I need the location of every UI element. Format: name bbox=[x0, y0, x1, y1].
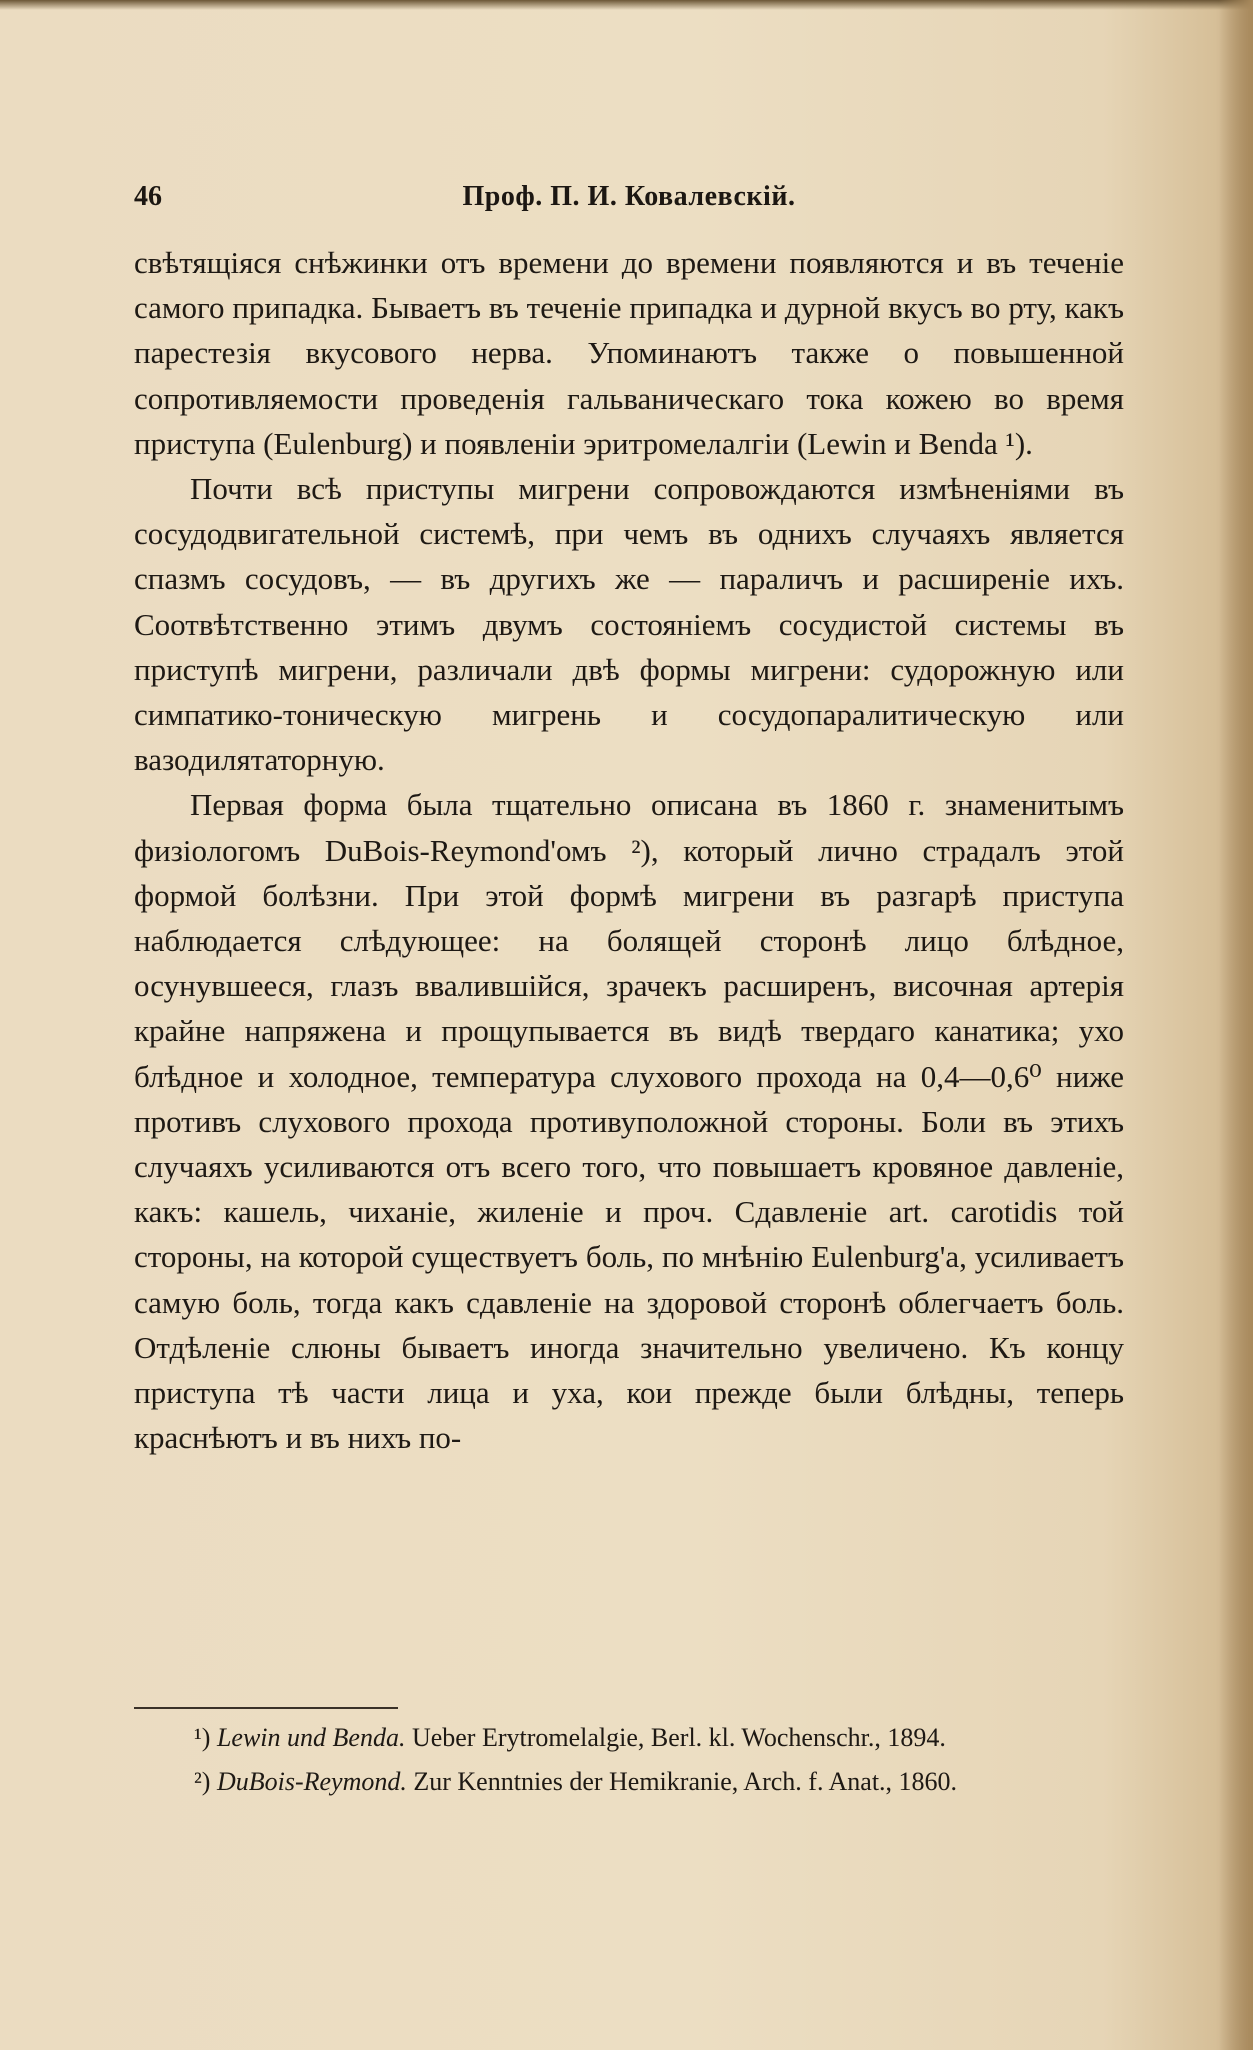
footnote bbox=[134, 1716, 1124, 1760]
page-gutter-edge bbox=[1219, 0, 1253, 2050]
footnote bbox=[134, 1760, 1124, 1804]
footnote-mark: ¹) bbox=[194, 1723, 211, 1752]
page-number: 46 bbox=[134, 181, 162, 212]
paragraph: Почти всѣ приступы мигрени сопровождаются измѣненіями въ сосудодвигательной системѣ, при чемъ въ однихъ случаяхъ является спазмъ сосудовъ, — въ другихъ же — параличъ и расширеніе ихъ. Соотвѣтственно этимъ двумъ состояніемъ сосудистой системы въ приступѣ мигрени, различали двѣ формы мигрени: судорожную или симпатико-тоническую мигрень и сосудопаралитическую или вазодилятаторную. bbox=[134, 471, 1124, 778]
paragraph: Первая форма была тщательно описана въ 1860 г. знаменитымъ физіологомъ DuBois-Reymond'омъ ²), который лично страдалъ этой формой болѣзни. При этой формѣ мигрени въ разгарѣ приступа наблюдается слѣдующее: на болящей сторонѣ лицо блѣдное, осунувшееся, глазъ ввалившійся, зрачекъ расширенъ, височная артерія крайне напряжена и прощупывается въ видѣ твердаго канатика; ухо блѣдное и холодное, температура слухового прохода на 0,4—0,6⁰ ниже противъ слухового прохода противуположной стороны. Боли въ этихъ случаяхъ усиливаются отъ всего того, что повышаетъ кровяное давленіе, какъ: кашель, чиханіе, жиленіе и проч. Сдавленіе art. carotidis той стороны, на которой существуетъ боль, по мнѣнію Eulenburg'а, усиливаетъ самую боль, тогда какъ сдавленіе на здоровой сторонѣ облегчаетъ боль. Отдѣленіе слюны бываетъ иногда значительно увеличено. Къ концу приступа тѣ части лица и уха, кои прежде были блѣдны, теперь краснѣютъ и въ нихъ по- bbox=[134, 787, 1124, 1456]
footnote-authors: DuBois-Reymond. bbox=[216, 1767, 407, 1796]
page-top-shadow bbox=[0, 0, 1253, 10]
footnote-text: Ueber Erytromelalgie, Berl. kl. Wochenschr., 1894. bbox=[411, 1723, 946, 1752]
footnote-mark: ²) bbox=[194, 1767, 211, 1796]
body-text bbox=[134, 240, 1124, 1460]
footnote-separator bbox=[134, 1707, 398, 1709]
running-head: Проф. П. И. Ковалевскій. bbox=[462, 181, 796, 212]
paragraph: свѣтящіяся снѣжинки отъ времени до времени появляются и въ теченіе самого припадка. Бываетъ въ теченіе припадка и дурной вкусъ во рту, какъ парестезія вкусового нерва. Упоминаютъ также о повышенной сопротивляемости проведенія гальваническаго тока кожею во время приступа (Eulenburg) и появленіи эритромелалгіи (Lewin и Benda ¹). bbox=[134, 245, 1124, 461]
footnote-text: Zur Kenntnies der Hemikranie, Arch. f. Anat., 1860. bbox=[413, 1767, 958, 1796]
page-header bbox=[134, 181, 1124, 221]
footnotes bbox=[134, 1716, 1124, 1804]
footnote-authors: Lewin und Benda. bbox=[216, 1723, 406, 1752]
